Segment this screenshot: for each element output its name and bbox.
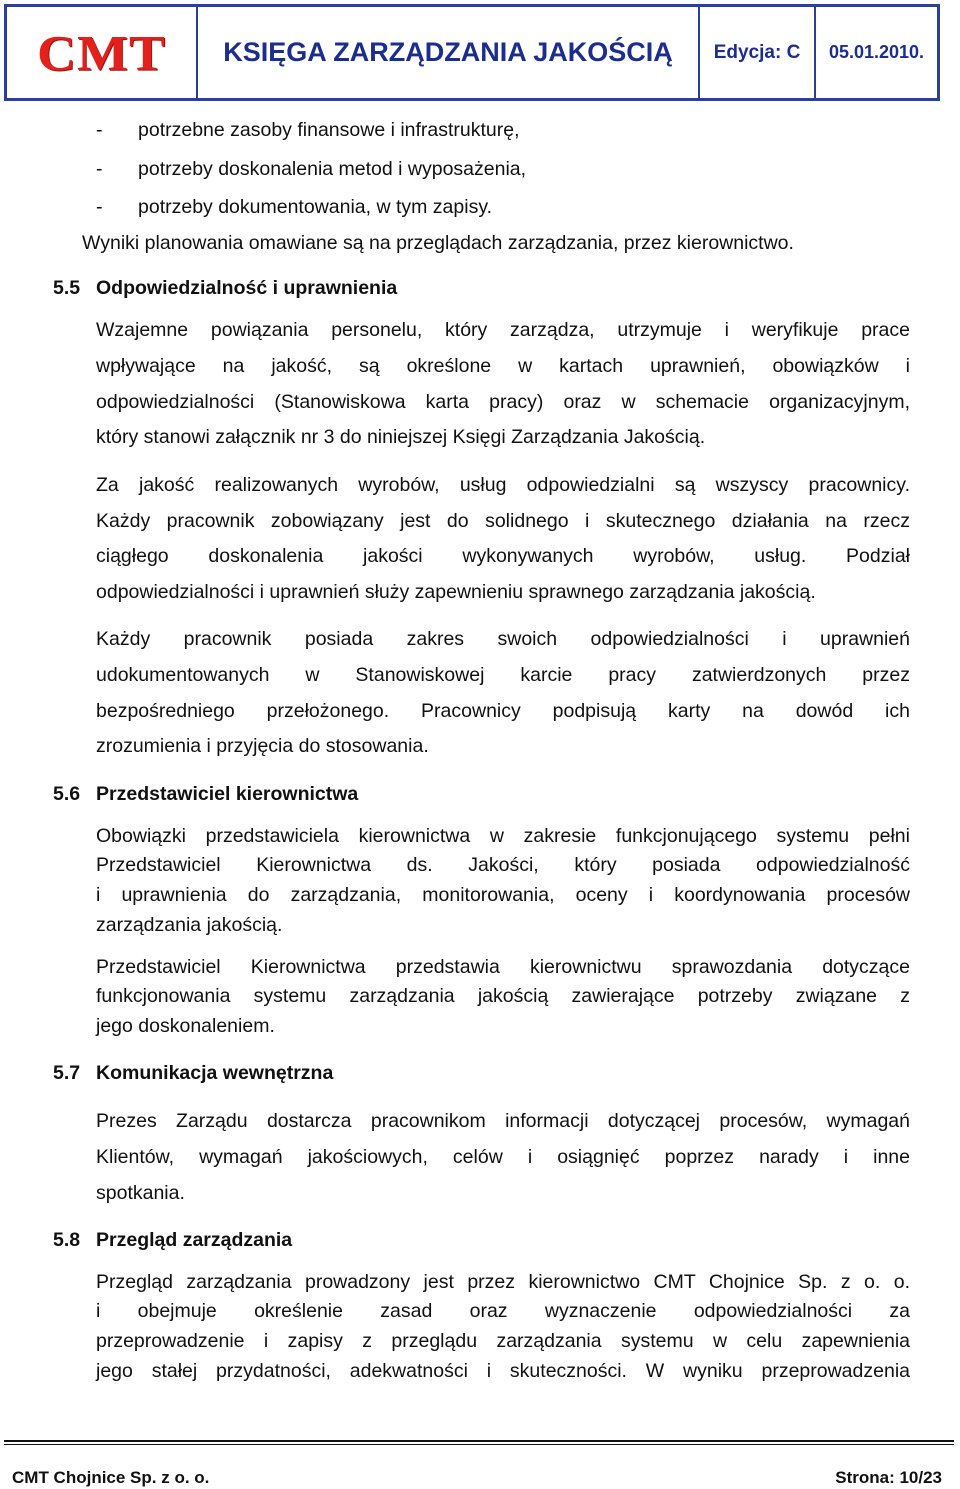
- section-number: 5.7: [53, 1062, 81, 1084]
- bullet-marker: -: [96, 158, 103, 180]
- edition-label: Edycja: C: [713, 41, 801, 63]
- paragraph-line: i obejmuje określenie zasad oraz wyznaczenie odpowiedzialności za: [96, 1300, 910, 1322]
- paragraph-line: przeprowadzenie i zapisy z przeglądu zarządzania systemu w celu zapewnienia: [96, 1330, 910, 1352]
- section-number: 5.5: [53, 277, 81, 299]
- paragraph-line: zrozumienia i przyjęcia do stosowania.: [96, 735, 429, 757]
- title-cell: [198, 7, 700, 98]
- bullet-text: potrzebne zasoby finansowe i infrastrukturę,: [138, 119, 520, 141]
- paragraph-line: Prezes Zarządu dostarcza pracownikom informacji dotyczącej procesów, wymagań: [96, 1110, 910, 1132]
- paragraph-line: i uprawnienia do zarządzania, monitorowania, oceny i koordynowania procesów: [96, 884, 910, 906]
- bullet-text: potrzeby dokumentowania, w tym zapisy.: [138, 196, 493, 218]
- paragraph-line: Każdy pracownik zobowiązany jest do solidnego i skutecznego działania na rzecz: [96, 510, 910, 532]
- paragraph-line: odpowiedzialności i uprawnień służy zapewnieniu sprawnego zarządzania jakością.: [96, 581, 816, 603]
- section-heading-5-7: [53, 1064, 333, 1084]
- paragraph-line: funkcjonowania systemu zarządzania jakością zawierające potrzeby związane z: [96, 985, 910, 1007]
- paragraph-line: Przedstawiciel Kierownictwa przedstawia kierownictwu sprawozdania dotyczące: [96, 956, 910, 978]
- section-heading-5-6: [53, 785, 358, 805]
- section-title: Przegląd zarządzania: [96, 1229, 293, 1251]
- bullet-item: [96, 198, 492, 218]
- section-title: Komunikacja wewnętrzna: [96, 1062, 334, 1084]
- planning-summary: Wyniki planowania omawiane są na przeglądach zarządzania, przez kierownictwo.: [82, 232, 794, 254]
- paragraph-line: wpływające na jakość, są określone w kartach uprawnień, obowiązków i: [96, 355, 910, 377]
- paragraph-line: Za jakość realizowanych wyrobów, usług odpowiedzialni są wszyscy pracownicy.: [96, 474, 910, 496]
- paragraph-line: udokumentowanych w Stanowiskowej karcie pracy zatwierdzonych przez: [96, 664, 910, 686]
- section-number: 5.8: [53, 1229, 81, 1251]
- section-heading-5-8: [53, 1231, 292, 1251]
- paragraph-line: Przegląd zarządzania prowadzony jest przez kierownictwo CMT Chojnice Sp. z o. o.: [96, 1271, 910, 1293]
- paragraph-line: Przedstawiciel Kierownictwa ds. Jakości, który posiada odpowiedzialność: [96, 854, 910, 876]
- paragraph-line: który stanowi załącznik nr 3 do niniejszej Księgi Zarządzania Jakością.: [96, 426, 706, 448]
- paragraph-line: spotkania.: [96, 1182, 185, 1204]
- paragraph-line: jego stałej przydatności, adekwatności i skuteczności. W wyniku przeprowadzenia: [96, 1360, 910, 1382]
- footer-rule: [4, 1440, 954, 1442]
- footer-rule-thin: [4, 1444, 954, 1445]
- date-cell: [816, 7, 937, 98]
- paragraph-line: Obowiązki przedstawiciela kierownictwa w zakresie funkcjonującego systemu pełni: [96, 825, 910, 847]
- paragraph-line: bezpośredniego przełożonego. Pracownicy podpisują karty na dowód ich: [96, 700, 910, 722]
- footer-company: CMT Chojnice Sp. z o. o.: [12, 1468, 210, 1487]
- company-logo: CMT: [37, 24, 166, 81]
- paragraph-line: Klientów, wymagań jakościowych, celów i osiągnięć poprzez narady i inne: [96, 1146, 910, 1168]
- bullet-item: [96, 160, 526, 180]
- paragraph-line: jego doskonaleniem.: [96, 1015, 275, 1037]
- bullet-marker: -: [96, 196, 103, 218]
- document-title: KSIĘGA ZARZĄDZANIA JAKOŚCIĄ: [223, 37, 673, 67]
- paragraph-line: Wzajemne powiązania personelu, który zarządza, utrzymuje i weryfikuje prace: [96, 319, 910, 341]
- edition-date: 05.01.2010.: [828, 42, 925, 62]
- bullet-item: [96, 121, 520, 141]
- section-title: Przedstawiciel kierownictwa: [96, 783, 359, 805]
- paragraph-line: Każdy pracownik posiada zakres swoich odpowiedzialności i uprawnień: [96, 628, 910, 650]
- section-heading-5-5: [53, 279, 397, 299]
- paragraph-line: odpowiedzialności (Stanowiskowa karta pracy) oraz w schemacie organizacyjnym,: [96, 391, 910, 413]
- bullet-marker: -: [96, 119, 103, 141]
- document-header: [4, 4, 940, 101]
- paragraph-line: ciągłego doskonalenia jakości wykonywanych wyrobów, usług. Podział: [96, 545, 910, 567]
- logo-cell: [7, 7, 198, 98]
- section-title: Odpowiedzialność i uprawnienia: [96, 277, 398, 299]
- footer-page-number: Strona: 10/23: [835, 1468, 942, 1487]
- paragraph-line: zarządzania jakością.: [96, 914, 283, 936]
- bullet-text: potrzeby doskonalenia metod i wyposażenia,: [138, 158, 527, 180]
- edition-cell: [700, 7, 816, 98]
- section-number: 5.6: [53, 783, 81, 805]
